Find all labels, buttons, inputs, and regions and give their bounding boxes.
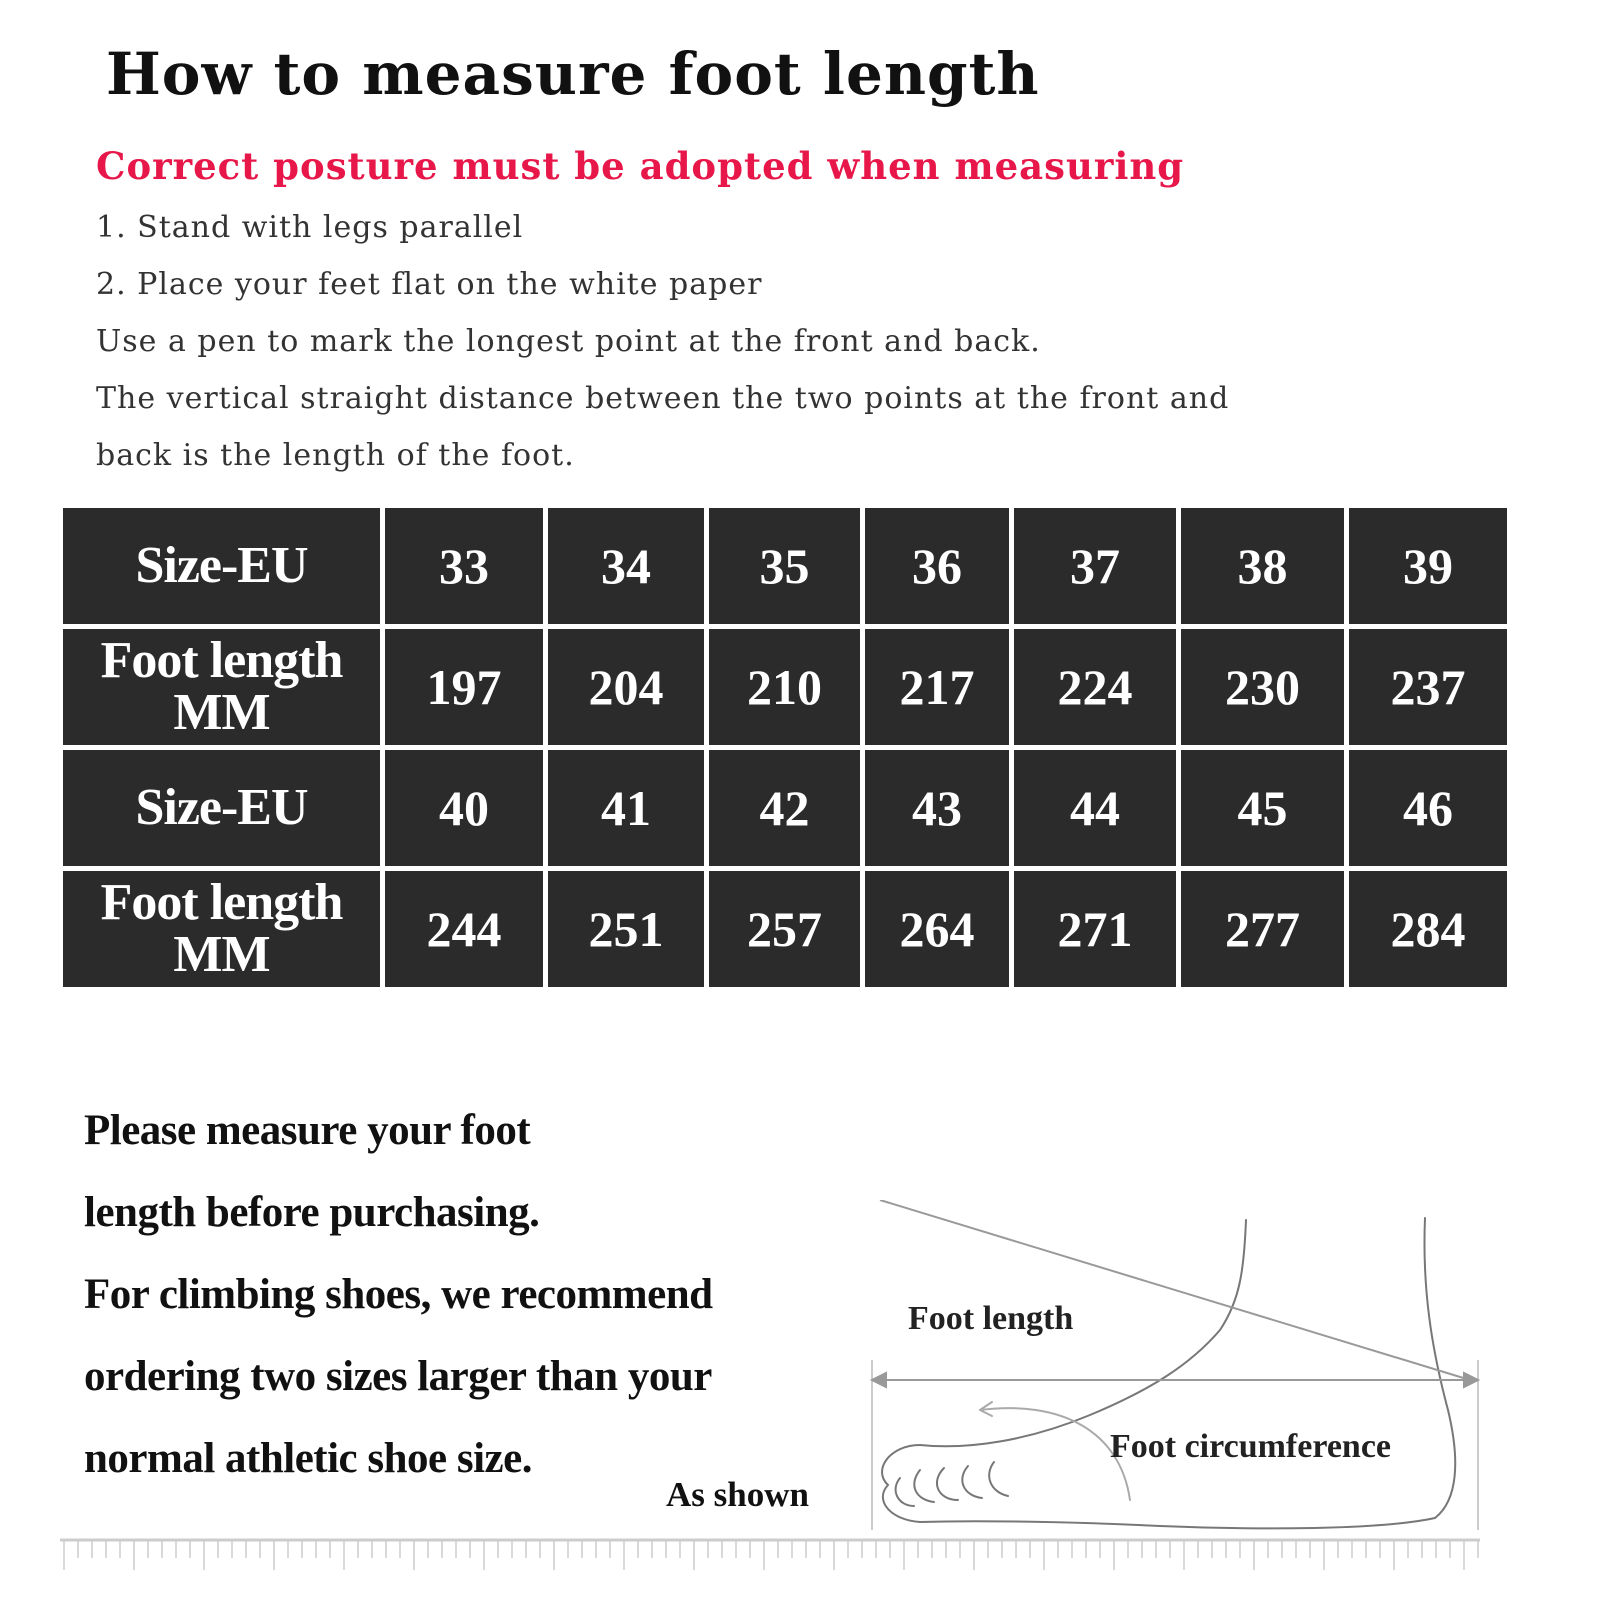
length-header-line2: MM xyxy=(173,926,270,983)
length-row xyxy=(63,871,1507,987)
size-row xyxy=(63,508,1507,624)
length-cell: 271 xyxy=(1014,871,1176,987)
length-row xyxy=(63,629,1507,745)
size-cell: 34 xyxy=(548,508,704,624)
step-5: back is the length of the foot. xyxy=(96,438,575,473)
size-cell: 38 xyxy=(1181,508,1344,624)
purchase-note xyxy=(84,1090,713,1500)
posture-subtitle: Correct posture must be adopted when measuring xyxy=(96,144,1185,188)
size-cell: 41 xyxy=(548,750,704,866)
length-cell: 210 xyxy=(709,629,860,745)
note-line: ordering two sizes larger than your xyxy=(84,1353,712,1400)
ruler-graphic xyxy=(60,1536,1480,1582)
length-cell: 284 xyxy=(1349,871,1507,987)
step-4: The vertical straight distance between the two points at the front and xyxy=(96,381,1230,416)
size-cell: 33 xyxy=(385,508,543,624)
size-cell: 40 xyxy=(385,750,543,866)
length-cell: 244 xyxy=(385,871,543,987)
size-header: Size-EU xyxy=(63,750,380,866)
length-cell: 257 xyxy=(709,871,860,987)
length-cell: 277 xyxy=(1181,871,1344,987)
size-cell: 43 xyxy=(865,750,1009,866)
length-cell: 251 xyxy=(548,871,704,987)
foot-circumference-label: Foot circumference xyxy=(1110,1428,1391,1465)
size-cell: 35 xyxy=(709,508,860,624)
ruler-icon xyxy=(60,1536,1480,1578)
step-2: 2. Place your feet flat on the white paper xyxy=(96,267,763,302)
page-title: How to measure foot length xyxy=(106,40,1040,108)
size-header: Size-EU xyxy=(63,508,380,624)
length-header-line2: MM xyxy=(173,684,270,741)
length-cell: 217 xyxy=(865,629,1009,745)
size-cell: 39 xyxy=(1349,508,1507,624)
foot-length-label: Foot length xyxy=(908,1300,1074,1337)
foot-outline-icon xyxy=(860,1200,1500,1540)
size-cell: 42 xyxy=(709,750,860,866)
length-cell: 230 xyxy=(1181,629,1344,745)
as-shown-caption: As shown xyxy=(666,1475,809,1514)
length-cell: 204 xyxy=(548,629,704,745)
size-cell: 36 xyxy=(865,508,1009,624)
note-line: normal athletic shoe size. xyxy=(84,1435,532,1482)
length-header xyxy=(63,629,380,745)
length-header-line1: Foot length xyxy=(100,874,343,931)
length-cell: 197 xyxy=(385,629,543,745)
size-cell: 45 xyxy=(1181,750,1344,866)
length-header xyxy=(63,871,380,987)
step-1: 1. Stand with legs parallel xyxy=(96,210,524,245)
step-3: Use a pen to mark the longest point at the front and back. xyxy=(96,324,1041,359)
note-line: Please measure your foot xyxy=(84,1107,531,1154)
length-header-line1: Foot length xyxy=(100,632,343,689)
foot-diagram xyxy=(860,1200,1500,1544)
size-cell: 44 xyxy=(1014,750,1176,866)
note-line: length before purchasing. xyxy=(84,1189,540,1236)
length-cell: 224 xyxy=(1014,629,1176,745)
size-row xyxy=(63,750,1507,866)
size-cell: 46 xyxy=(1349,750,1507,866)
size-chart-table xyxy=(58,503,1512,992)
size-cell: 37 xyxy=(1014,508,1176,624)
length-cell: 237 xyxy=(1349,629,1507,745)
note-line: For climbing shoes, we recommend xyxy=(84,1271,713,1318)
length-cell: 264 xyxy=(865,871,1009,987)
